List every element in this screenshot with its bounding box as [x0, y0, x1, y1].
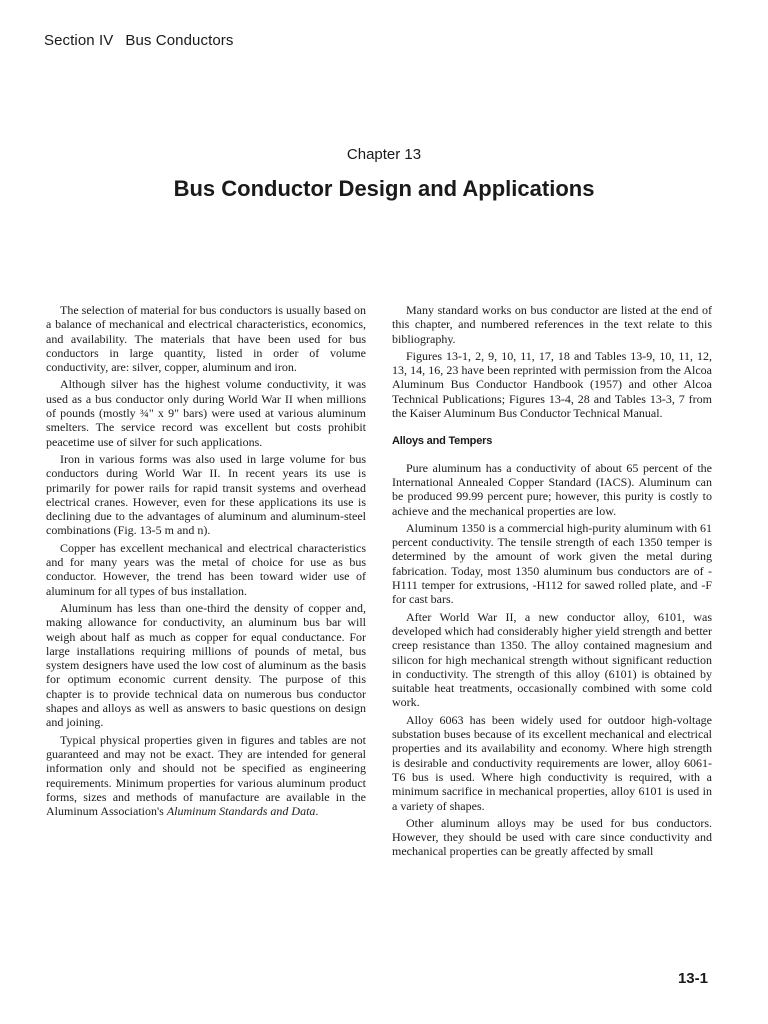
paragraph: After World War II, a new conductor alloy, 6101, was developed which had considerably higher yield strength and better creep resistance than 1350. The alloy contained magnesium and silicon for high mechanical strength without significant reduction in conductivity. The strength of this alloy (6101) is obtained by suitable heat treatments, occasionally combined with some cold work. [392, 609, 712, 710]
left-column [46, 303, 366, 821]
paragraph: Aluminum 1350 is a commercial high-purity aluminum with 61 percent conductivity. The tensile strength of each 1350 temper is determined by the amount of work given the metal during fabrication. Today, most 1350 aluminum bus conductors are of -H111 temper for extrusions, -H112 for sawed rolled plate, and -F for cast bars. [392, 520, 712, 607]
paragraph: The selection of material for bus conductors is usually based on a balance of mechanical and electrical characteristics, economics, and availability. The materials that have been used for bus conductors in large quantity, listed in order of volume conductivity, are: silver, copper, aluminum and iron. [46, 303, 366, 375]
chapter-label: Chapter 13 [346, 146, 422, 163]
paragraph-end: . [315, 804, 319, 819]
paragraph [46, 733, 366, 819]
section-heading: Alloys and Tempers [392, 435, 493, 448]
paragraph: Iron in various forms was also used in large volume for bus conductors during World War II. In recent years its use is primarily for power rails for rapid transit systems and overhead electrical cranes. However, even for these applications its use is declining due to the advantages of aluminum and aluminum-steel combinations (Fig. 13-5 m and n). [46, 451, 366, 538]
section-title: Bus Conductors [125, 32, 234, 49]
paragraph: Many standard works on bus conductor are listed at the end of this chapter, and numbered references in the text relate to this bibliography. [392, 303, 712, 346]
paragraph: Pure aluminum has a conductivity of about 65 percent of the International Annealed Copper Standard (IACS). Aluminum can be produced 99.99 percent pure; however, this purity is costly to achieve and the mechanical properties are low. [392, 460, 712, 518]
paragraph: Although silver has the highest volume conductivity, it was used as a bus conductor only during World War II when millions of pounds (mostly ¾" x 9" bars) were used at various aluminum smelters. The service record was excellent but costs prohibit peacetime use of silver for such applications. [46, 377, 366, 449]
publication-title: Aluminum Standards and Data [166, 804, 316, 819]
chapter-title: Bus Conductor Design and Applications [173, 176, 595, 201]
paragraph: Copper has excellent mechanical and electrical characteristics and for many years was the metal of choice for use as bus conductor. However, the trend has been toward wider use of aluminum for all types of bus installation. [46, 540, 366, 598]
running-head [44, 32, 234, 49]
paragraph-text: Typical physical properties given in figures and tables are not guaranteed and may not be exact. They are intended for general information only and should not be specified as engineering requirements. Minimum properties for various aluminum product forms, sizes and methods of manufacture are available in the Aluminum Association's [46, 732, 366, 819]
paragraph: Figures 13-1, 2, 9, 10, 11, 17, 18 and Tables 13-9, 10, 11, 12, 13, 14, 16, 23 have been reprinted with permission from the Alcoa Aluminum Bus Conductor Handbook (1957) and other Alcoa Technical Publications; Figures 13-4, 28 and Tables 13-3, 7 from the Kaiser Aluminum Bus Conductor Technical Manual. [392, 348, 712, 421]
paragraph: Alloy 6063 has been widely used for outdoor high-voltage substation buses because of its excellent mechanical and electrical properties and its availability and economy. Where high strength is desirable and conductivity requirements are lower, alloy 6061-T6 bus is used. Where high conductivity is required, with a minimum sacrifice in mechanical properties, alloy 6101 is used in a variety of shapes. [392, 712, 712, 813]
right-column [392, 303, 712, 862]
page-number: 13-1 [677, 970, 708, 987]
section-label: Section IV [44, 32, 114, 49]
paragraph: Aluminum has less than one-third the density of copper and, making allowance for conductivity, an aluminum bus bar will weigh about half as much as copper for equal conductance. For large installations requiring millions of pounds of metal, bus system designers have used the low cost of aluminum as the basis for optimum economic current density. The purpose of this chapter is to provide technical data on numerous bus conductor shapes and alloys as well as answers to basic questions on design and joining. [46, 600, 366, 730]
paragraph: Other aluminum alloys may be used for bus conductors. However, they should be used with care since conductivity and mechanical properties can be greatly affected by small [392, 815, 712, 859]
